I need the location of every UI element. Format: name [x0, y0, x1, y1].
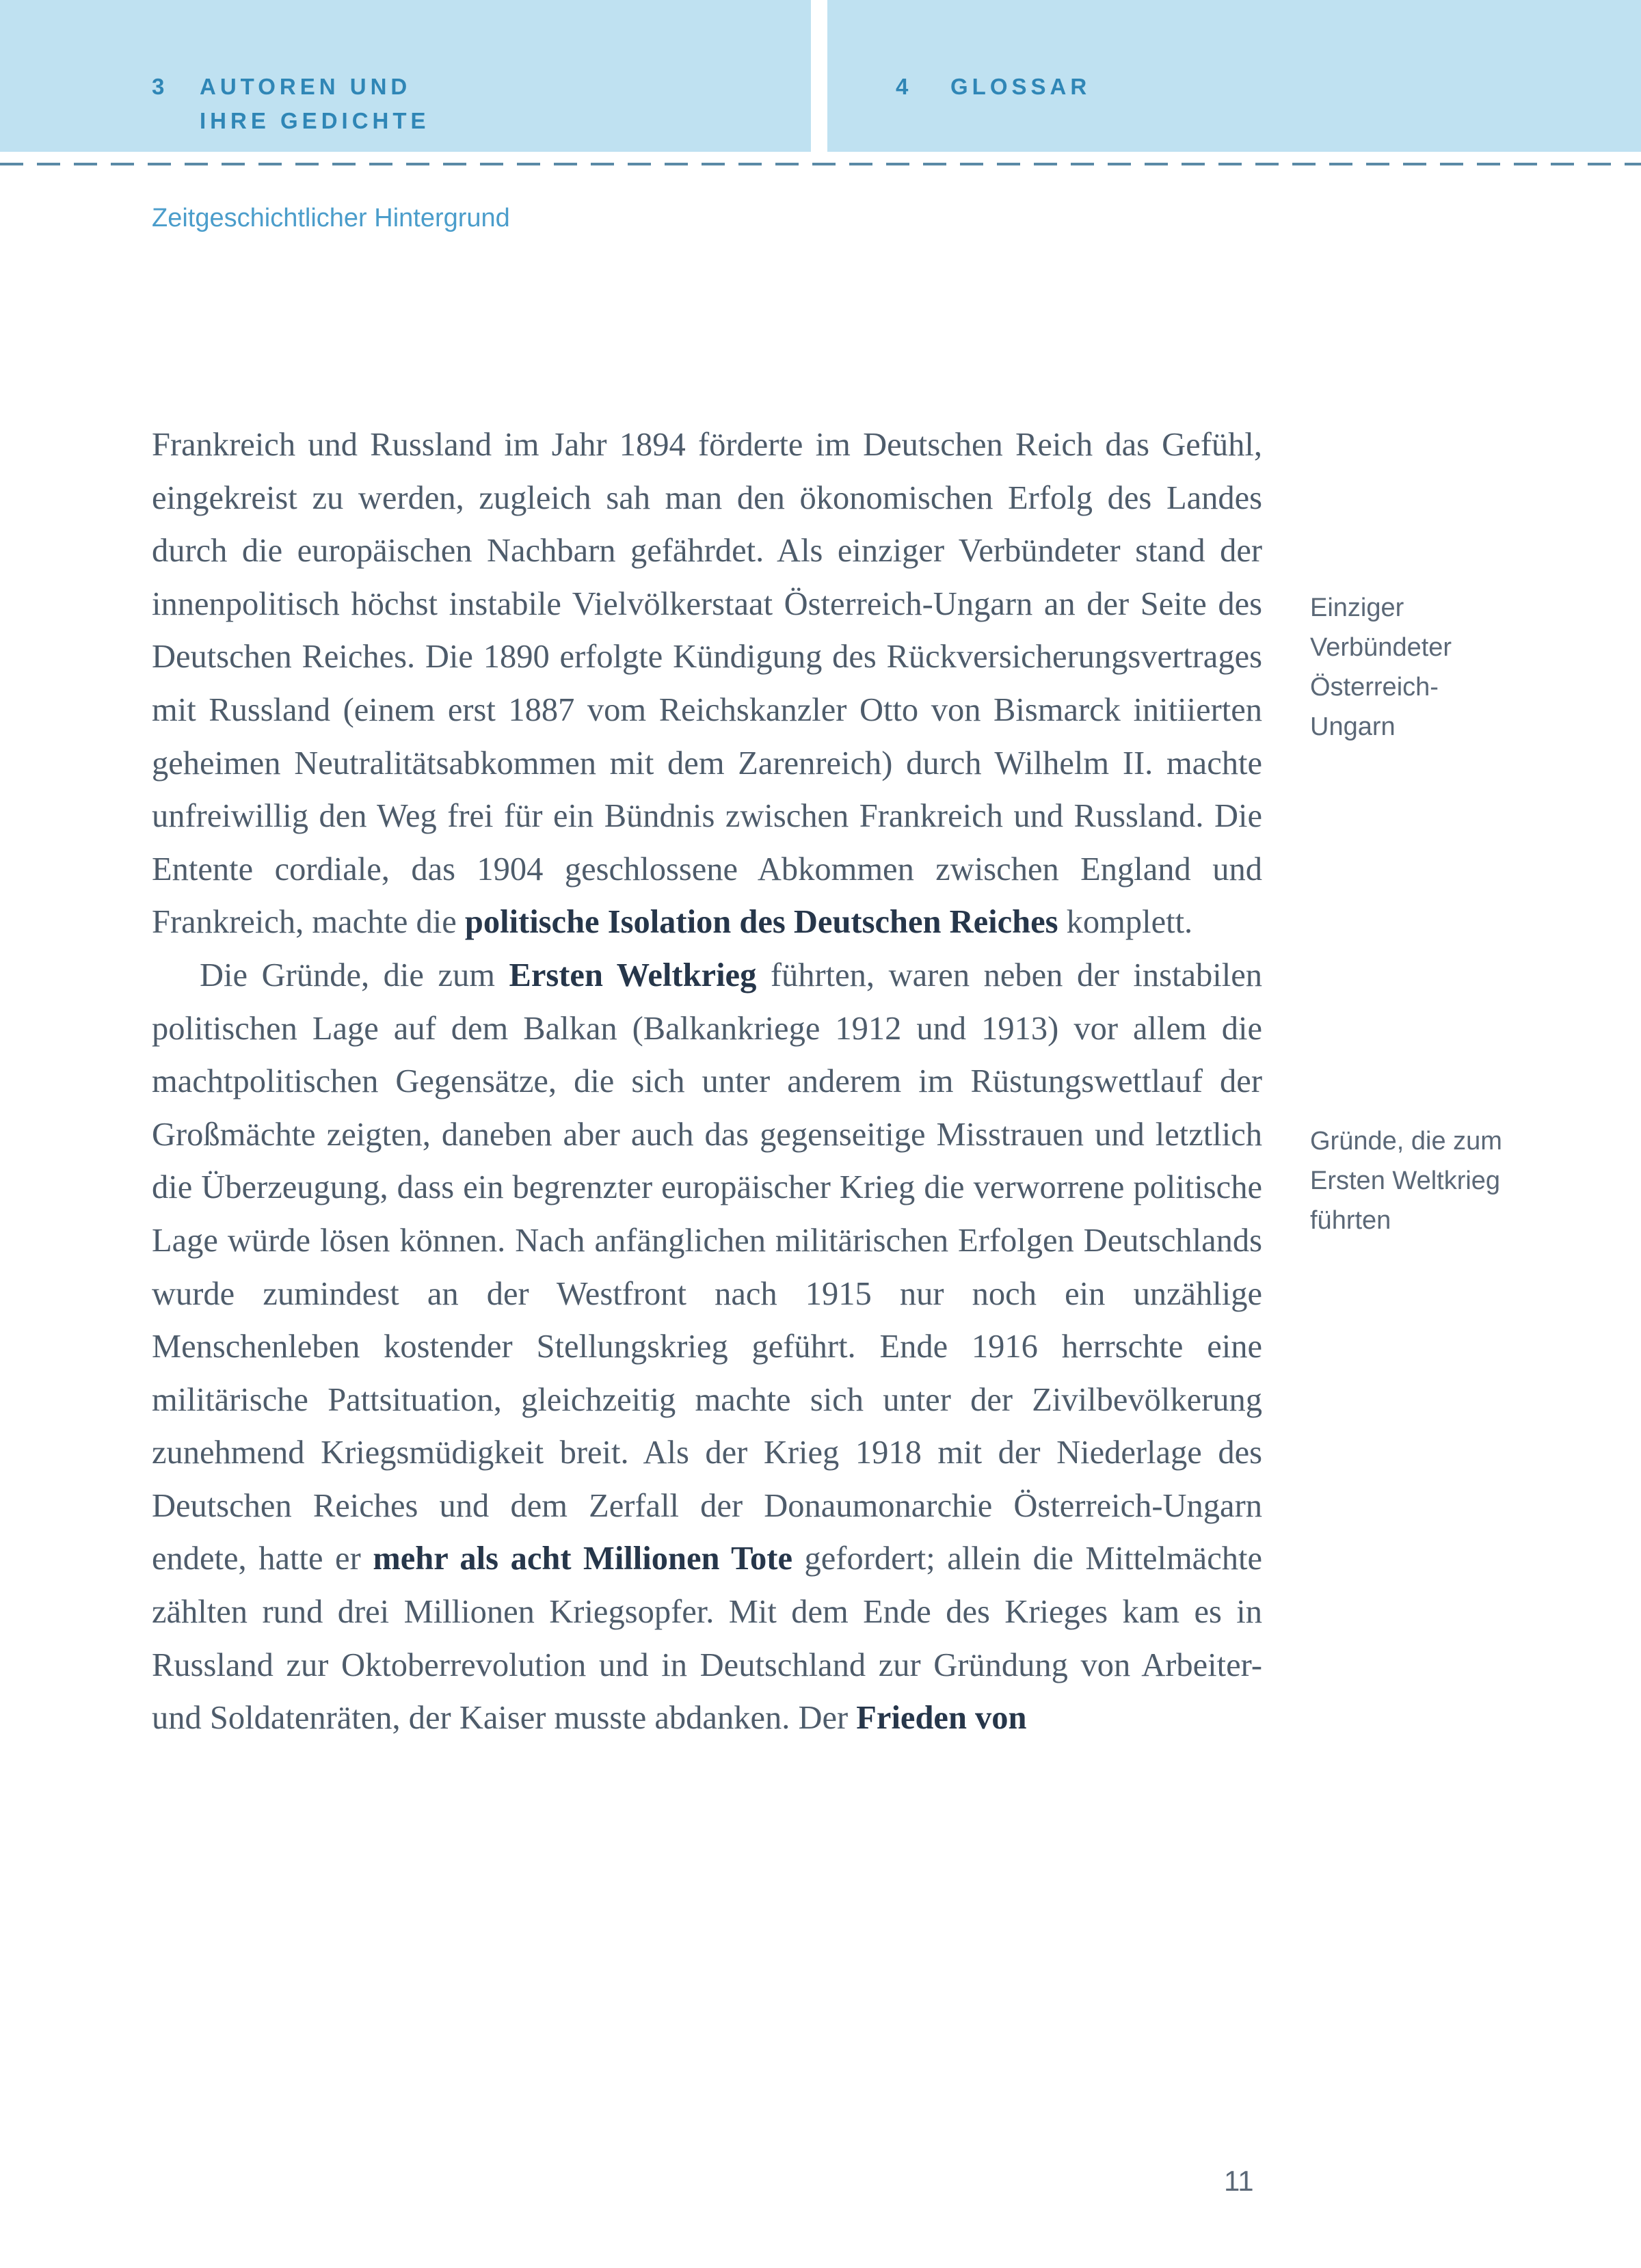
paragraph: Frankreich und Russland im Jahr 1894 förderte im Deutschen Reich das Gefühl, eingekreist zu werden, zugleich sah man den ökonomischen Erfolg des Landes durch die europäischen Nachbarn gefährdet. Als einziger Verbündeter stand der innenpolitisch höchst instabile Vielvölkerstaat Österreich-Ungarn an der Seite des Deutschen Reiches. Die 1890 erfolgte Kündigung des Rückversicherungsvertrages mit Russland (einem erst 1887 vom Reichskanzler Otto von Bismarck initiierten geheimen Neutralitätsabkommen mit dem Zarenreich) durch Wilhelm II. machte unfreiwillig den Weg frei für ein Bündnis zwischen Frankreich und Russland. Die Entente cordiale, das 1904 geschlossene Abkommen zwischen England und Frankreich, machte die politische Isolation des Deutschen Reiches komplett.: [152, 427, 1262, 941]
paragraph: Die Gründe, die zum Ersten Weltkrieg führten, waren neben der instabilen politischen Lage auf dem Balkan (Balkankriege 1912 und 1913) vor allem die machtpolitischen Gegensätze, die sich unter anderem im Rüstungswettlauf der Großmächte zeigten, daneben aber auch das gegenseitige Misstrauen und letztlich die Überzeugung, dass ein begrenzter europäischer Krieg die verworrene politische Lage würde lösen können. Nach anfänglichen militärischen Erfolgen Deutschlands wurde zumindest an der Westfront nach 1915 nur noch ein unzählige Menschenleben kostender Stellungskrieg geführt. Ende 1916 herrschte eine militärische Pattsituation, gleichzeitig machte sich unter der Zivilbevölkerung zunehmend Kriegsmüdigkeit breit. Als der Krieg 1918 mit der Niederlage des Deutschen Reiches und dem Zerfall der Donaumonarchie Österreich-Ungarn endete, hatte er mehr als acht Millionen Tote gefordert; allein die Mittelmächte zählten rund drei Millionen Kriegsopfer. Mit dem Ende des Krieges kam es in Russland zur Oktoberrevolution und in Deutschland zur Gründung von Arbeiter- und Soldatenräten, der Kaiser musste abdanken. Der Frieden von: [152, 957, 1262, 1737]
bold-keyword: Ersten Weltkrieg: [509, 957, 757, 993]
page-number: 11: [1224, 2165, 1254, 2197]
margin-note: Einziger Verbündeter Österreich- Ungarn: [1310, 593, 1452, 741]
body-text: [152, 418, 1262, 1745]
chapter-tab-glossar[interactable]: [827, 0, 1641, 152]
chapter-label-line1: AUTOREN UND: [200, 74, 412, 99]
chapter-tab-autoren[interactable]: [0, 0, 811, 152]
chapter-label: GLOSSAR: [950, 74, 1091, 99]
chapter-label-line2: IHRE GEDICHTE: [200, 108, 430, 133]
chapter-number: 4: [896, 74, 909, 99]
bold-keyword: mehr als acht Millionen Tote: [373, 1540, 792, 1577]
chapter-number: 3: [152, 74, 165, 99]
section-title: Zeitgeschichtlicher Hintergrund: [152, 204, 510, 232]
bold-keyword: politische Isolation des Deutschen Reiches: [464, 904, 1058, 941]
tab-divider: [811, 0, 827, 152]
bold-keyword: Frieden von: [856, 1700, 1027, 1737]
margin-note: Gründe, die zum Ersten Weltkrieg führten: [1310, 1127, 1502, 1235]
dashed-separator: [0, 163, 1641, 165]
